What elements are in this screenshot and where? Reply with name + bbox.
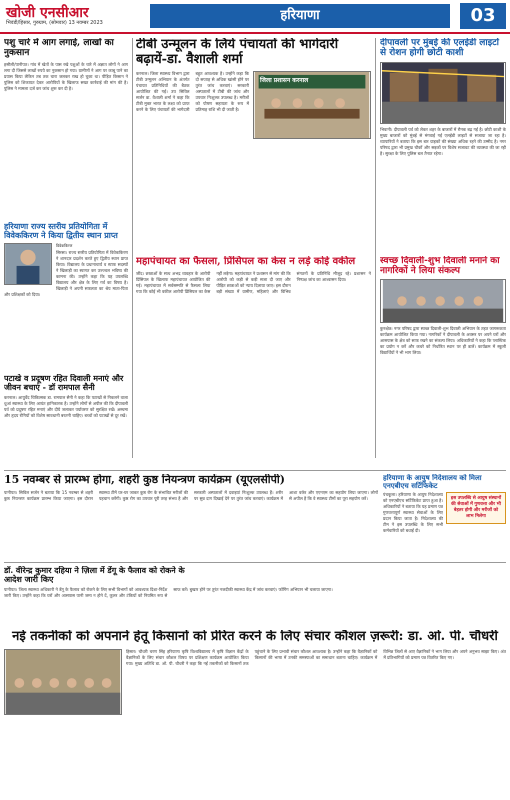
article-body: हसौली/पानीपत। गांव में खेतों के पास रखे पशुओं के चारे में अज्ञात लोगों ने आग लगा दी जिससे लाखों रुपये का नुकसान हो गया। ग्रामीणों ने आग पर काबू पाने का प्रयास किया लेकिन तब तक चारा जलकर राख हो चुका था। पीड़ित किसान ने पुलिस को शिकायत देकर आरोपियों के खिलाफ सख्त कार्रवाई की मांग की है। पुलिस ने मामला दर्ज कर जांच शुरू कर दी है। [4,62,128,92]
training-photo [4,649,122,715]
page-number: 03 [460,3,506,29]
story-diwali [380,256,506,466]
story-farmers [4,630,506,796]
banner-text: जिला प्रशासन करनाल [260,77,309,85]
article-body: जींद। छात्राओं के साथ अभद्र व्यवहार के आरोपी प्रिंसिपल के खिलाफ महापंचायत आयोजित की गई। महापंचायत में सर्वसम्मति से फैसला लिया गया कि कोई भी वकील आरोपी प्रिंसिपल का केस नहीं लड़ेगा। महापंचायत ने प्रशासन से मांग की कि आरोपी को कड़ी से कड़ी सजा दी जाए और पीड़ित छात्राओं को न्याय दिलाया जाए। इस दौरान बड़ी संख्या में ग्रामीण, महिलाएं और विभिन्न संगठनों के प्रतिनिधि मौजूद रहे। प्रशासन ने निष्पक्ष जांच का आश्वासन दिया। [136,271,371,295]
market-photo-graphic [381,63,505,123]
headline: नई तकनीकों को अपनाने हेतू किसानों को प्रेरित करने के लिए संचार कौशल ज़रूरी: डा. ओ. पी. चौधरी [12,630,498,644]
training-photo-graphic [5,650,121,714]
story-crackers [4,374,128,468]
article-body: करनाल। जिला स्वास्थ्य विभाग द्वारा टीबी उन्मूलन अभियान के अंतर्गत पंचायत प्रतिनिधियों की बैठक आयोजित की गई। उप सिविल सर्जन डा. वैशाली शर्मा ने कहा कि टीबी मुक्त भारत के लक्ष्य को प्राप्त करने के लिए पंचायतों की भागेदारी बहुत आवश्यक है। उन्होंने कहा कि दो सप्ताह से अधिक खांसी होने पर तुरंत जांच करवाएं। सरकारी अस्पतालों में टीबी की जांच और उपचार निःशुल्क उपलब्ध है। मरीजों को पोषण सहायता के रूप में प्रतिमाह राशि भी दी जाती है। [136,71,249,113]
story-leprosy [4,474,378,560]
column-rule [375,38,376,458]
article-body: पानीपत। जिला स्वास्थ्य अधिकारी ने डेंगू के फैलाव को रोकने के लिए सभी विभागों को आवश्यक दिशा-निर्देश जारी किए। उन्होंने कहा कि घरों और आसपास पानी जमा न होने दें, कूलर और टंकियों को नियमित रूप से साफ करें। बुखार होने पर तुरंत नजदीकी स्वास्थ्य केंद्र में जांच करवाएं। फॉगिंग अभियान भी चलाया जाएगा। [4,586,333,598]
paper-name: खोजी एनसीआर [6,5,89,21]
article-body: पानीपत। सिविल सर्जन ने बताया कि 15 नवम्बर से शहरी कुष्ठ नियन्त्रण कार्यक्रम प्रारम्भ किया जाएगा। इस दौरान स्वास्थ्य टीमें घर-घर जाकर कुष्ठ रोग के संभावित मरीजों की पहचान करेंगी। कुष्ठ रोग का उपचार पूरी तरह संभव है और सरकारी अस्पतालों में दवाइयां निःशुल्क उपलब्ध हैं। शरीर पर सुन्न दाग दिखाई देने पर तुरंत जांच करवाएं। कार्यक्रम में आशा वर्कर और एएनएम का सहयोग लिया जाएगा। लोगों से अपील है कि वे स्वास्थ्य टीमों का पूरा सहयोग करें। [4,490,378,502]
masthead [0,0,510,34]
event-photo [380,279,506,323]
story-ayush [383,474,506,560]
headline: स्वच्छ दिवाली-शुभ दिवाली मनाने का नागरिकों ने लिया संकल्प [380,256,500,277]
article-body: कुरुक्षेत्र। नगर परिषद द्वारा स्वच्छ दिवाली-शुभ दिवाली अभियान के तहत जागरूकता कार्यक्रम आयोजित किया गया। नागरिकों ने दीपावली के अवसर पर अपने घरों और आसपास के क्षेत्र को साफ रखने का संकल्प लिया। अधिकारियों ने कहा कि प्लास्टिक का प्रयोग न करें और कचरे को निर्धारित स्थान पर ही डालें। कार्यक्रम में स्कूली विद्यार्थियों ने भी भाग लिया। [380,326,506,356]
story-tb [136,38,371,252]
headline: हरियाणा के आयुष निदेशालय को मिला एनएबीएच सर्टिफिकेट [383,474,482,490]
date-line: भिवंडी/हिसार, गुरुग्राम, (सोमवार) 13 नवम्बर 2023 [6,20,103,26]
article-body: हिसार। चौधरी चरण सिंह हरियाणा कृषि विश्वविद्यालय में कृषि विज्ञान केंद्रों के वैज्ञानिकों के लिए संचार कौशल विषय पर प्रशिक्षण कार्यक्रम आयोजित किया गया। मुख्य अतिथि डा. ओ. पी. चौधरी ने कहा कि नई तकनीकों को किसानों तक पहुंचाने के लिए प्रभावी संचार कौशल आवश्यक है। उन्होंने कहा कि वैज्ञानिकों को किसानों की भाषा में उनकी समस्याओं का समाधान बताना चाहिए। कार्यक्रम में विभिन्न जिलों से आए वैज्ञानिकों ने भाग लिया और अपने अनुभव साझा किए। अंत में प्रतिभागियों को प्रमाण पत्र वितरित किए गए। [126,648,506,666]
headline: डॉ. वीरेन्द्र कुमार दहिया ने ज़िला में डेंगू के फैलाव को रोकने के आदेश जारी किए [4,566,185,584]
headline: दीपावली पर मुंबई की एलईडी लाइटों से रोशन होगी छोटी काशी [380,38,499,59]
athlete-photo-graphic [5,244,51,284]
article-body: पंचकूला। हरियाणा के आयुष निदेशालय को एनएबीएच सर्टिफिकेट प्राप्त हुआ है। अधिकारियों ने बताया कि यह प्रमाण पत्र गुणवत्तापूर्ण स्वास्थ्य सेवाओं के लिए प्रदान किया जाता है। निदेशालय की टीम ने इस उपलब्धि के लिए सभी कर्मचारियों को बधाई दी। [383,491,443,533]
photo-caption: विवेककिरण [56,242,73,248]
meeting-photo [253,71,371,139]
article-body: सिरसा। राज्य स्तरीय प्रतियोगिता में विवेककिरण ने शानदार प्रदर्शन करते हुए द्वितीय स्थान प्राप्त किया। विद्यालय के प्रधानाचार्य व स्टाफ सदस्यों ने खिलाड़ी का स्वागत कर उज्ज्वल भविष्य की कामना की। उन्होंने कहा कि यह उपलब्धि विद्यालय और क्षेत्र के लिए गर्व का विषय है। खिलाड़ी ने अपनी सफलता का श्रेय माता-पिता और प्रशिक्षकों को दिया। [4,249,128,297]
story-panchayat [136,256,371,466]
headline: महापंचायत का फैसला, प्रिंसिपल का केस न लड़े कोई वकील [136,256,356,267]
event-photo-graphic [381,280,505,322]
article-body: करनाल। आयुर्वेद चिकित्सक डा. रामपाल सैनी ने कहा कि पटाखों से निकलने वाला धुआं स्वास्थ्य के लिए अत्यंत हानिकारक है। उन्होंने लोगों से अपील की कि दीपावली पर्व को प्रदूषण रहित मनाएं और दीये जलाकर पर्यावरण को सुरक्षित रखें। अस्थमा और हृदय रोगियों को विशेष सावधानी बरतनी चाहिए। बच्चों को पटाखों से दूर रखें। [4,394,128,418]
story-sports [4,222,128,370]
headline: पटाखे व प्रदूषण रहित दिवाली मनाएं और जीवन बचाएं - डॉ रामपाल सैनी [4,374,124,392]
column-rule [132,38,133,458]
pull-quote: इस उपलब्धि से आयुष संस्थानों की सेवाओं में गुणवत्ता और भी बेहतर होगी और मरीजों को लाभ मिलेगा [446,492,506,524]
story-fire [4,38,128,218]
section-rule [4,562,506,563]
article-body: भिवानी। दीपावली पर्व को लेकर शहर के बाजारों में रौनक बढ़ गई है। छोटी काशी के मुख्य बाजारों को मुंबई से मंगवाई गई एलईडी लाइटों से सजाया जा रहा है। व्यापारियों ने बताया कि इस बार ग्राहकों की संख्या अधिक रहने की उम्मीद है। नगर परिषद द्वारा भी प्रमुख चौकों और सड़कों पर विशेष सजावट की व्यवस्था की जा रही है। सुरक्षा के लिए पुलिस बल तैनात रहेगा। [380,127,506,157]
market-photo [380,62,506,124]
section-rule [4,470,506,471]
headline: पशु चारे में आग लगाई, लाखों का नुकसान [4,38,114,59]
section-banner: हरियाणा [150,4,450,28]
headline: 15 नवम्बर से प्रारम्भ होगा, शहरी कुष्ठ नियन्त्रण कार्यक्रम (यूएलसीपी) [4,474,285,486]
headline: टीबी उन्मूलन के लिये पंचायतों की भागेदारी बढ़ायें-डा. वैशाली शर्मा [136,38,339,67]
athlete-photo [4,243,52,285]
story-dengue [4,566,506,626]
headline: हरियाणा राज्य स्तरीय प्रतियोगिता में विवेककिरण ने किया द्वितीय स्थान प्राप्त [4,222,118,240]
story-lights [380,38,506,252]
